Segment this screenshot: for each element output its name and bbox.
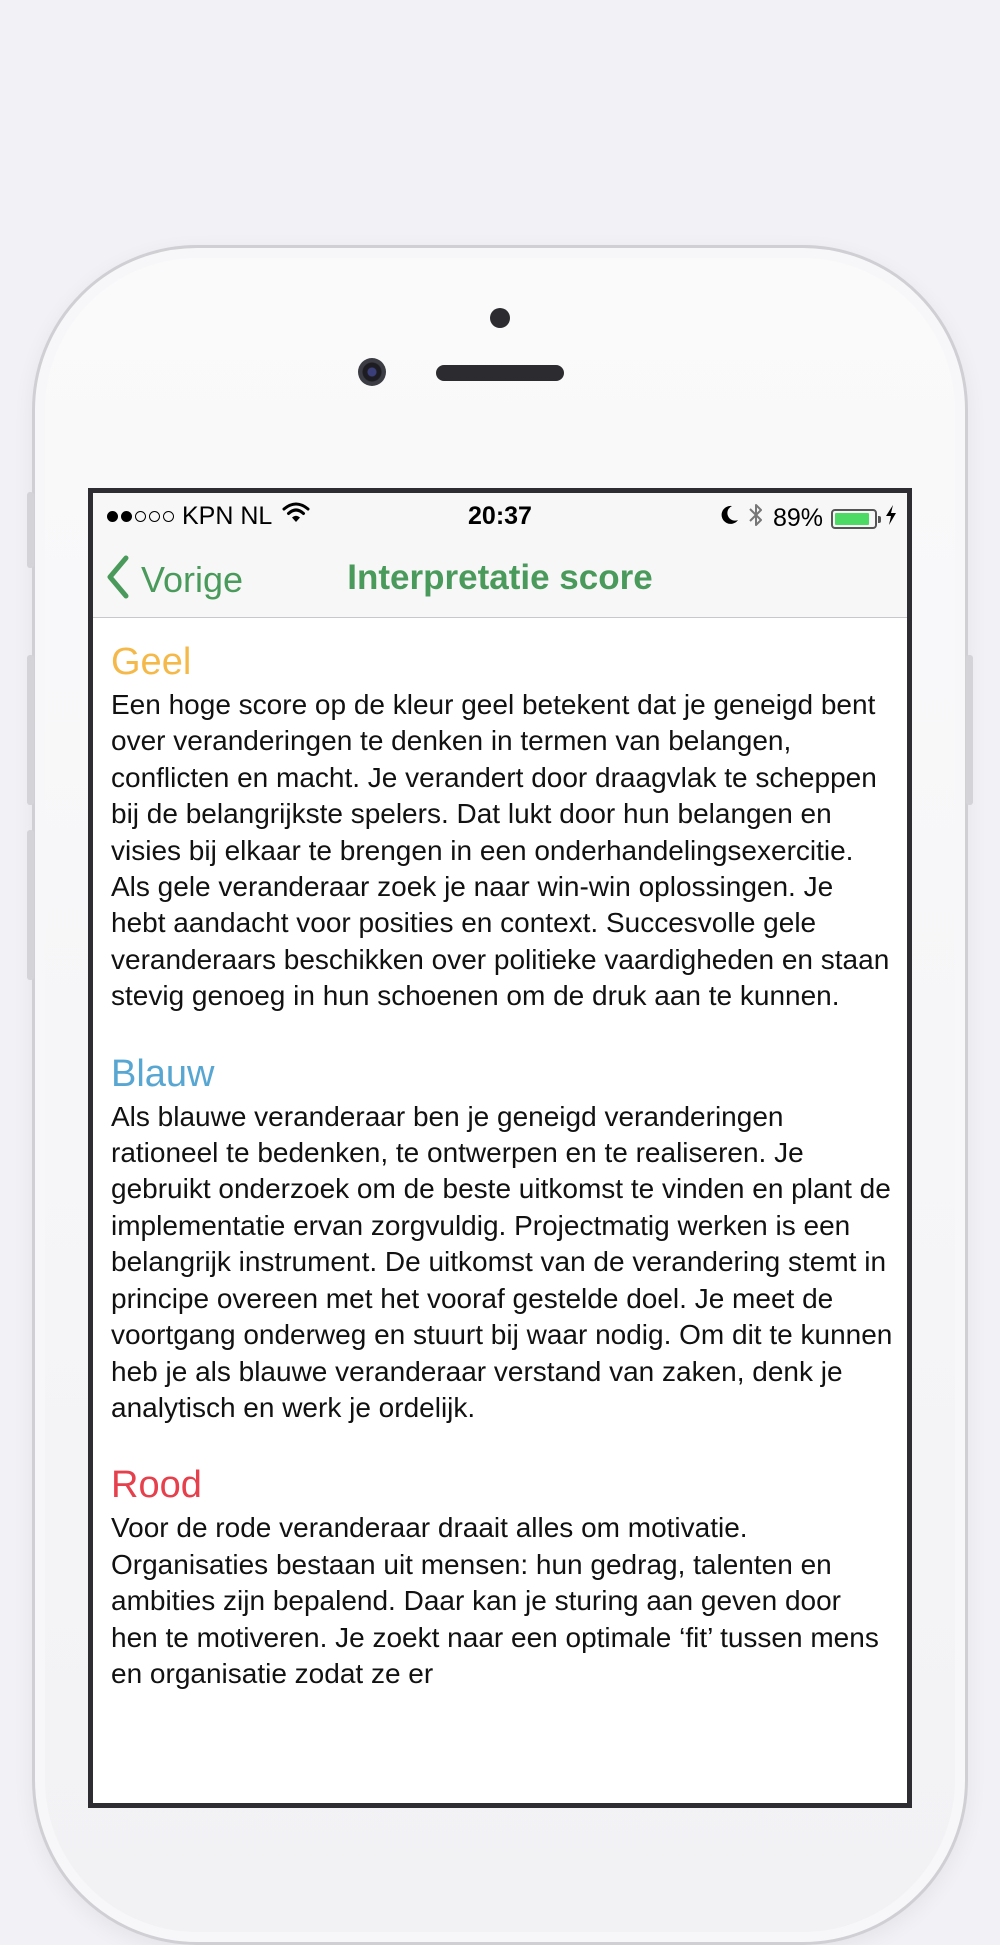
earpiece-speaker xyxy=(436,365,564,381)
section-heading-geel: Geel xyxy=(111,641,192,683)
section-text-blauw: Als blauwe veranderaar ben je geneigd veranderingen rationeel te bedenken, te ontwerpen en te realiseren. Je gebruikt onderzoek om de beste uitkomst te vinden en plant de implementatie ervan zorgvuldig. Projectmatig werken is een belangrijk instrument. De uitkomst van de verandering stemt in principe overeen met het vooraf gestelde doel. Je meet de voortgang onderweg en stuurt bij waar nodig. Om dit te kunnen heb je als blauwe veranderaar verstand van zaken, denk je analytisch en werk je ordelijk. xyxy=(111,1100,893,1423)
front-camera xyxy=(358,358,386,386)
charging-bolt-icon xyxy=(885,504,897,533)
section-geel xyxy=(111,639,893,1015)
power-button xyxy=(966,655,973,805)
section-blauw xyxy=(111,1051,893,1427)
back-label: Vorige xyxy=(141,558,244,600)
battery-tip xyxy=(878,516,881,523)
status-bar xyxy=(93,493,907,537)
section-heading-blauw: Blauw xyxy=(111,1052,215,1095)
section-heading-rood: Rood xyxy=(111,1464,202,1507)
moon-icon xyxy=(719,504,739,533)
page-title: Interpretatie score xyxy=(347,558,653,597)
proximity-sensor xyxy=(490,308,510,328)
battery-level xyxy=(835,513,869,525)
carrier-name: KPN NL xyxy=(182,502,273,530)
volume-up-button xyxy=(27,655,34,805)
status-right xyxy=(719,502,897,535)
battery-percent: 89% xyxy=(772,504,823,532)
volume-down-button xyxy=(27,830,34,980)
phone-screen xyxy=(88,488,912,1808)
bluetooth-icon xyxy=(747,502,765,535)
battery-icon xyxy=(831,509,877,529)
content-scroll-area[interactable] xyxy=(111,639,893,1728)
status-time: 20:37 xyxy=(468,502,532,530)
section-text-geel: Een hoge score op de kleur geel betekent dat je geneigd bent over veranderingen te denken in termen van belangen, conflicten en macht. Je verandert door draagvlak te scheppen bij de belangrijkste spelers. Dat lukt door hun belangen en visies bij elkaar te brengen in een onderhandelingsexercitie. Als gele veranderaar zoek je naar win-win oplossingen. Je hebt aandacht voor posities en context. Succesvolle gele veranderaars beschikken over politieke vaardigheden en staan stevig genoeg in hun schoenen om de druk aan te kunnen. xyxy=(111,689,890,1012)
mute-switch xyxy=(27,492,34,568)
section-rood xyxy=(111,1462,893,1692)
navigation-bar xyxy=(93,537,907,618)
section-text-rood: Voor de rode veranderaar draait alles om motivatie. Organisaties bestaan uit mensen: hun gedrag, talenten en ambities zijn bepalend. Daar kan je sturing aan geven door hen te motiveren. Je zoekt naar een optimale ‘fit’ tussen mens en organisatie zodat ze er xyxy=(111,1512,879,1689)
